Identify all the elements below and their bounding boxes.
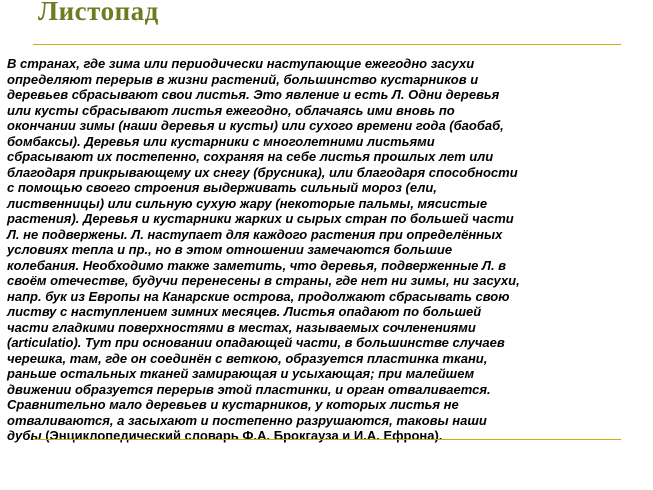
text-line: Л. не подвержены. Л. наступает для каждого растения при определённых (7, 226, 503, 242)
text-line: растения). Деревья и кустарники жарких и сырых стран по большей части (7, 211, 514, 226)
text-line: напр. бук из Европы на Канарские острова, продолжают сбрасывать свою (7, 288, 510, 304)
text-line: листву с наступлением зимних месяцев. Листья опадают по большей (7, 304, 482, 319)
text-line: (articulatio). Тут при основании опадающей части, в большинстве случаев (7, 335, 505, 350)
text-line-end: дубы (7, 428, 46, 443)
text-line: движении образуется перерыв этой пластинки, и орган отваливается. (7, 381, 491, 397)
footer-divider (33, 439, 621, 440)
text-line: раньше остальных тканей замирающая и усыхающая; при малейшем (7, 366, 475, 381)
text-line: В странах, где зима или периодически наступающие ежегодно засухи (7, 56, 475, 71)
body-text-main (7, 56, 637, 428)
text-line: окончании зимы (наши деревья и кусты) или сухого времени года (баобаб, (7, 118, 504, 133)
text-line: или кусты сбрасывают листья ежегодно, облачаясь ими вновь по (7, 102, 455, 118)
text-line: деревьев сбрасывают свои листья. Это явление и есть Л. Одни деревья (7, 87, 500, 102)
text-line: с помощью своего строения выдерживать сильный мороз (ели, (7, 180, 437, 195)
text-line: условиях тепла и пр., но в этом отношении замечаются большие (7, 242, 453, 257)
title-divider (33, 44, 621, 45)
last-text-line (7, 428, 637, 444)
text-line: отваливаются, а засыхают и постепенно разрушаются, таковы наши (7, 412, 487, 428)
text-line: сбрасывают их постепенно, сохраняя на себе листья прошлых лет или (7, 149, 494, 164)
text-line: части гладкими поверхностями в местах, называемых сочленениями (7, 319, 476, 335)
text-line: черешка, там, где он соединён с веткою, образуется пластинка ткани, (7, 350, 488, 366)
text-line: лиственницы) или сильную сухую жару (некоторые пальмы, мясистые (7, 195, 488, 211)
text-line: колебания. Необходимо также заметить, что деревья, подверженные Л. в (7, 257, 507, 273)
slide-title: Листопад (38, 0, 159, 26)
text-line: благодаря прикрывающему их снегу (брусника), или благодаря способности (7, 164, 518, 180)
text-line: своём отечестве, будучи перенесены в страны, где нет ни зимы, ни засухи, (7, 273, 520, 288)
text-line: бомбаксы). Деревья или кустарники с многолетними листьями (7, 133, 435, 149)
source-citation: (Энциклопедический словарь Ф.А. Брокгауза и И.А. Ефрона). (45, 428, 443, 443)
slide-body-text (7, 56, 637, 444)
text-line: Сравнительно мало деревьев и кустарников, у которых листья не (7, 397, 459, 412)
text-line: определяют перерыв в жизни растений, большинство кустарников и (7, 71, 479, 87)
